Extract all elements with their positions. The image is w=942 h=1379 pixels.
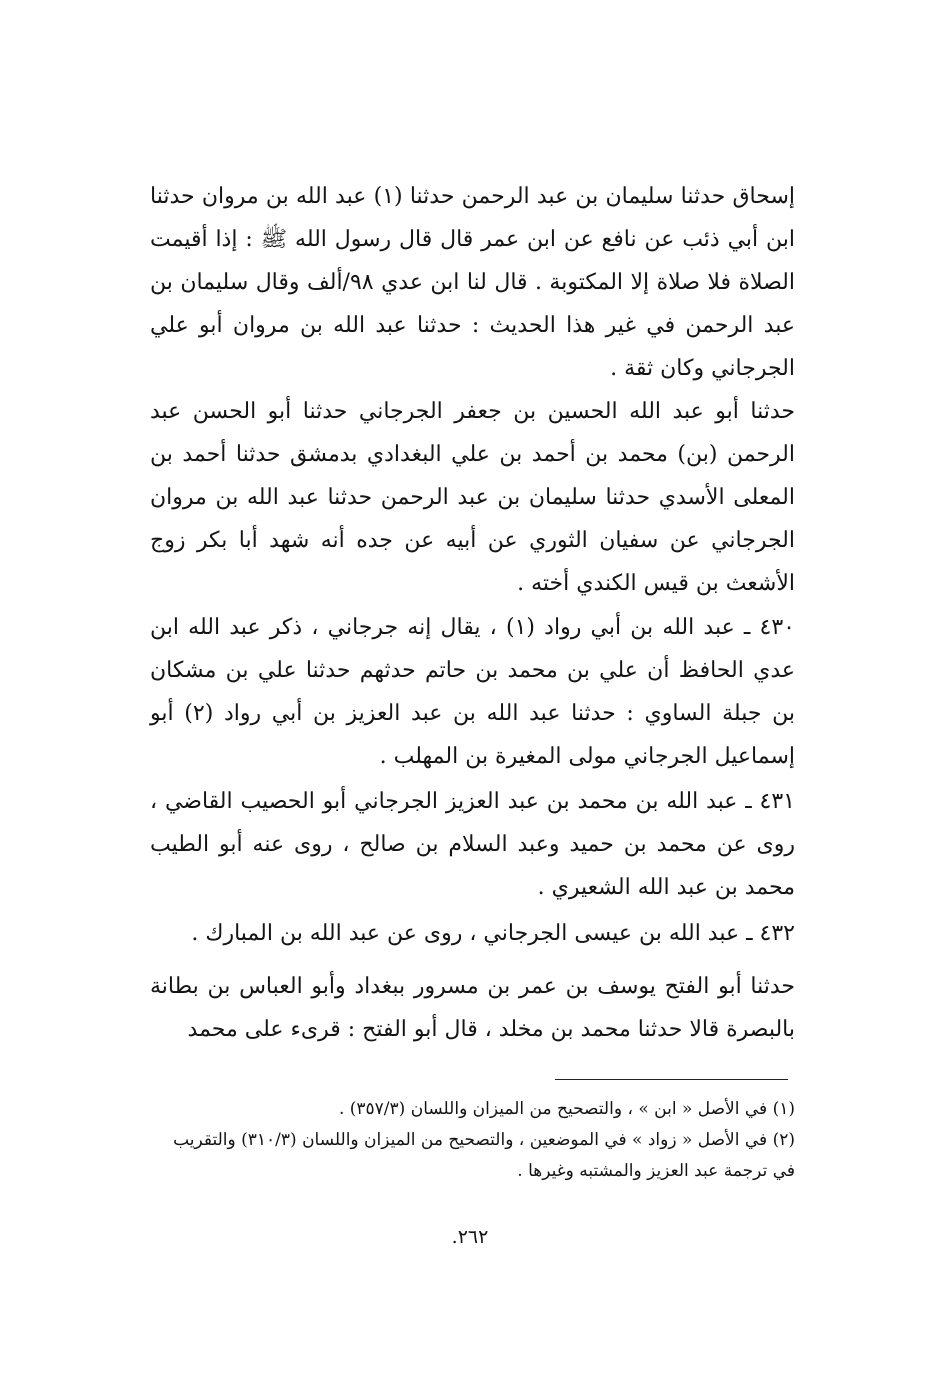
entry-432: ٤٣٢ ـ عبد الله بن عيسى الجرجاني ، روى عن عبد الله بن المبارك . — [191, 921, 795, 946]
entry-431: ٤٣١ ـ عبد الله بن محمد بن عبد العزيز الجرجاني أبو الحصيب القاضي ، روى عن محمد بن حميد وعبد السلام بن صالح ، روى عنه أبو الطيب محمد بن عبد الله الشعيري . — [150, 789, 795, 900]
paragraph-2-block — [150, 390, 795, 605]
paragraph-isnad-final: حدثنا أبو الفتح يوسف بن عمر بن مسرور ببغداد وأبو العباس بن بطانة بالبصرة قالا حدثنا محمد بن مخلد ، قال أبو الفتح : قرىء على محمد — [150, 974, 795, 1042]
footnote-2: (٢) في الأصل « زواد » في الموضعين ، والتصحيح من الميزان واللسان (٣١٠/٣) والتقريب في ترجمة عبد العزيز والمشتبه وغيرها . — [173, 1130, 795, 1181]
entry-430: ٤٣٠ ـ عبد الله بن أبي رواد (١) ، يقال إنه جرجاني ، ذكر عبد الله ابن عدي الحافظ أن علي بن محمد بن حاتم حدثهم حدثنا علي بن مشكان بن جبلة الساوي : حدثنا عبد الله بن عبد العزيز بن أبي رواد (٢) أبو إسماعيل الجرجاني مولى المغيرة بن المهلب . — [150, 615, 795, 769]
entry-430-block — [150, 606, 795, 778]
paragraph-isnad-intro: إسحاق حدثنا سليمان بن عبد الرحمن حدثنا (١) عبد الله بن مروان حدثنا ابن أبي ذئب عن نافع عن ابن عمر قال قال رسول الله ﷺ : إذا أقيمت الصلاة فلا صلاة إلا المكتوبة . قال لنا ابن عدي ٩٨/ألف وقال سليمان بن عبد الرحمن في غير هذا الحديث : حدثنا عبد الله بن مروان أبو علي الجرجاني وكان ثقة . — [150, 184, 795, 381]
footnote-divider — [555, 1079, 788, 1080]
paragraph-isnad-second: حدثنا أبو عبد الله الحسين بن جعفر الجرجاني حدثنا أبو الحسن عبد الرحمن (بن) محمد بن أحمد بن علي البغدادي بدمشق حدثنا أحمد بن المعلى الأسدي حدثنا سليمان بن عبد الرحمن حدثنا عبد الله بن مروان الجرجاني عن سفيان الثوري عن أبيه عن جده أنه شهد أبا بكر زوج الأشعث بن قيس الكندي أخته . — [150, 399, 795, 596]
page-number: ٢٦٢. — [451, 1226, 489, 1248]
footnotes — [150, 1094, 795, 1187]
paragraph-6-block — [150, 965, 795, 1051]
entry-432-block — [150, 912, 795, 955]
paragraph-1-block — [150, 175, 795, 390]
entry-431-block — [150, 780, 795, 909]
footnote-1: (١) في الأصل « ابن » ، والتصحيح من الميزان واللسان (٣٥٧/٣) . — [338, 1099, 795, 1119]
